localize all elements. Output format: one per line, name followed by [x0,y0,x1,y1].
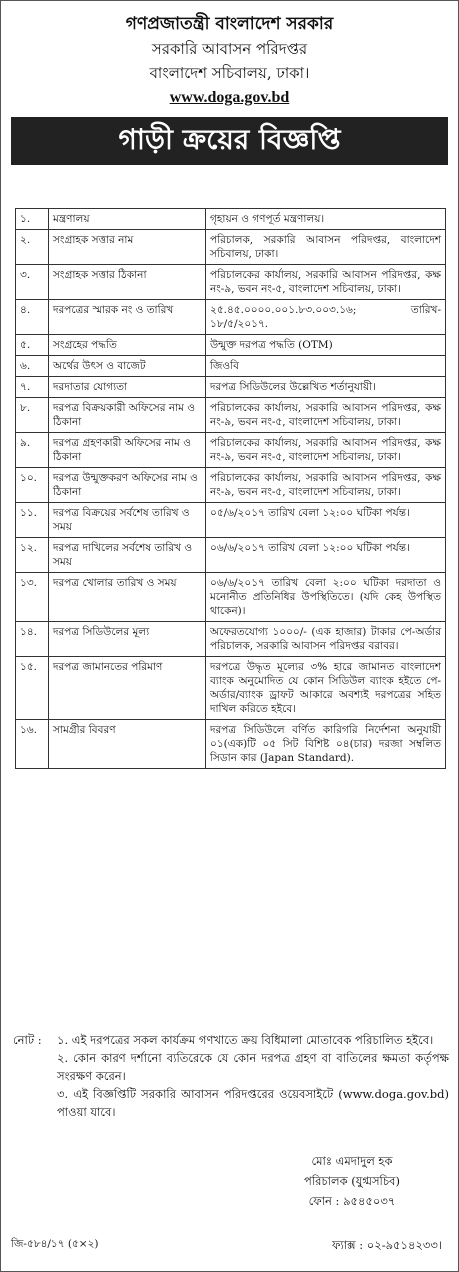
row-value: ০৫/৬/২০১৭ তারিখ বেলা ১২:০০ ঘটিকা পর্যন্ত। [206,503,446,538]
row-value: দরপত্র সিডিউলে বর্ণিত কারিগরি নির্দেশনা অনুযায়ী ০১(এক)টি ০৫ সিট বিশিষ্ট ০৪(চার) দরজা সম্বলিত সিডান কার (Japan Standard). [206,720,446,769]
website-link[interactable]: www.doga.gov.bd [169,89,290,106]
row-label: দরপত্রের স্মারক নং ও তারিখ [49,300,206,335]
row-number: ৬. [16,356,49,377]
table-row [16,398,446,433]
note-3: ৩. এই বিজ্ঞপ্তিটি সরকারি আবাসন পরিদপ্তরের ওয়েবসাইটে (www.doga.gov.bd) পাওয়া যাবে। [57,1087,449,1119]
row-number: ৫. [16,335,49,356]
table-row [16,265,446,300]
row-label: সামগ্রীর বিবরণ [49,720,206,769]
phone-number: ফোন : ৯৫৪৫০৩৭ [308,1194,396,1208]
reference-code: জি-৫৮৪/১৭ (৫×২) [11,1238,99,1250]
row-label: সংগ্রাহক সত্তার নাম [49,230,206,265]
table-row [16,573,446,622]
department-name: সরকারি আবাসন পরিদপ্তর [151,40,308,58]
row-number: ১৪. [16,622,49,657]
tender-details-table [15,208,446,769]
row-label: দরপত্র সিডিউলের মূল্য [49,622,206,657]
row-number: ১৩. [16,573,49,622]
table-row [16,300,446,335]
note-1: ১. এই দরপত্রের সকল কার্যক্রম গণখাতে ক্রয় বিধিমালা মোতাবেক পরিচালিত হইবে। [57,1033,434,1047]
row-value: পরিচালকের কার্যালয়, সরকারি আবাসন পরিদপ্তর, কক্ষ নং-৯, ভবন নং-৫, বাংলাদেশ সচিবালয়, ঢাকা। [206,433,446,468]
table-row [16,720,446,769]
table-row [16,209,446,230]
row-value: পরিচালক, সরকারি আবাসন পরিদপ্তর, বাংলাদেশ সচিবালয়, ঢাকা। [206,230,446,265]
table-row [16,377,446,398]
row-label: দরদাতার যোগ্যতা [49,377,206,398]
row-number: ৯. [16,433,49,468]
row-label: সংগ্রাহক সত্তার ঠিকানা [49,265,206,300]
table-row [16,622,446,657]
note-2: ২. কোন কারণ দর্শানো ব্যতিরেকে যে কোন দরপত্র গ্রহণ বা বাতিলের ক্ষমতা কর্তৃপক্ষ সংরক্ষণ করেন। [57,1051,449,1083]
row-label: অর্থের উৎস ও বাজেট [49,356,206,377]
table-row [16,657,446,720]
row-number: ৭. [16,377,49,398]
row-label: দরপত্র গ্রহণকারী অফিসের নাম ও ঠিকানা [49,433,206,468]
header [1,1,458,111]
signature-block [262,1151,442,1211]
row-value: পরিচালকের কার্যালয়, সরকারি আবাসন পরিদপ্তর, কক্ষ নং-৯, ভবন নং-৫, বাংলাদেশ সচিবালয়, ঢাকা। [206,398,446,433]
row-value: উন্মুক্ত দরপত্র পদ্ধতি (OTM) [206,335,446,356]
table-row [16,468,446,503]
table-row [16,433,446,468]
row-label: দরপত্র দাখিলের সর্বশেষ তারিখ ও সময় [49,538,206,573]
row-value: দরপত্র সিডিউলের উল্লেখিত শর্তানুযায়ী। [206,377,446,398]
table-row [16,538,446,573]
table-row [16,503,446,538]
row-label: দরপত্র খোলার তারিখ ও সময় [49,573,206,622]
row-label: দরপত্র বিক্রয়কারী অফিসের নাম ও ঠিকানা [49,398,206,433]
row-number: ১. [16,209,49,230]
govt-name: গণপ্রজাতন্ত্রী বাংলাদেশ সরকার [125,14,334,34]
notice-title: গাড়ী ক্রয়ের বিজ্ঞপ্তি [11,117,448,165]
row-value: অফেরতযোগ্য ১০০০/- (এক হাজার) টাকার পে-অর্ডার পরিচালক, সরকারি আবাসন পরিদপ্তর বরাবর। [206,622,446,657]
row-label: দরপত্র উন্মুক্তকরণ অফিসের নাম ও ঠিকানা [49,468,206,503]
row-number: ১১. [16,503,49,538]
fax-number: ফ্যাক্স : ০২-৯৫১৪২৩৩। [332,1238,442,1252]
row-number: ১০. [16,468,49,503]
table-row [16,356,446,377]
row-number: ১৬. [16,720,49,769]
row-label: মন্ত্রণালয় [49,209,206,230]
row-number: ২. [16,230,49,265]
table-row [16,230,446,265]
row-value: ০৬/৬/২০১৭ তারিখ বেলা ২:০০ ঘটিকা দরদাতা ও মনোনীত প্রতিনিধির উপস্থিতিতে। (যদি কেহ উপস্থিত থাকেন)। [206,573,446,622]
row-value: ০৬/৬/২০১৭ তারিখ বেলা ১২:০০ ঘটিকা পর্যন্ত। [206,538,446,573]
office-address: বাংলাদেশ সচিবালয়, ঢাকা। [149,64,310,82]
row-value: পরিচালকের কার্যালয়, সরকারি আবাসন পরিদপ্তর, কক্ষ নং-৯, ভবন নং-৫, বাংলাদেশ সচিবালয়, ঢাকা। [206,468,446,503]
row-number: ১৫. [16,657,49,720]
row-value: ২৫.৪৫.০০০০.০০১.৮৩.০০৩.১৬; তারিখ- ১৮/৫/২০১৭. [206,300,446,335]
row-label: সংগ্রহের পদ্ধতি [49,335,206,356]
table-row [16,335,446,356]
row-number: ৩. [16,265,49,300]
row-label: দরপত্র জামানতের পরিমাণ [49,657,206,720]
row-value: পরিচালকের কার্যালয়, সরকারি আবাসন পরিদপ্তর, কক্ষ নং-৯, ভবন নং-৫, বাংলাদেশ সচিবালয়, ঢাকা। [206,265,446,300]
row-number: ১২. [16,538,49,573]
row-label: দরপত্র বিক্রয়ের সর্বশেষ তারিখ ও সময় [49,503,206,538]
row-value: দরপত্রে উদ্ধৃত মূল্যের ৩% হারে জামানত বাংলাদেশ ব্যাংক অনুমোদিত যে কোন সিডিউল ব্যাংক হইতে পে-অর্ডার/ব্যাংক ড্রাফট আকারে অবশ্যই দরপত্রের সহিত দাখিল করিতে হইবে। [206,657,446,720]
signatory-title: পরিচালক (যুগ্মসচিব) [304,1174,400,1188]
row-value: গৃহায়ন ও গণপূর্ত মন্ত্রণালয়। [206,209,446,230]
row-value: জিওবি [206,356,446,377]
row-number: ৮. [16,398,49,433]
note-label: নোট : [13,1033,42,1047]
row-number: ৪. [16,300,49,335]
notes-section [13,1031,449,1121]
signatory-name: মোঃ এমদাদুল হক [311,1154,393,1168]
